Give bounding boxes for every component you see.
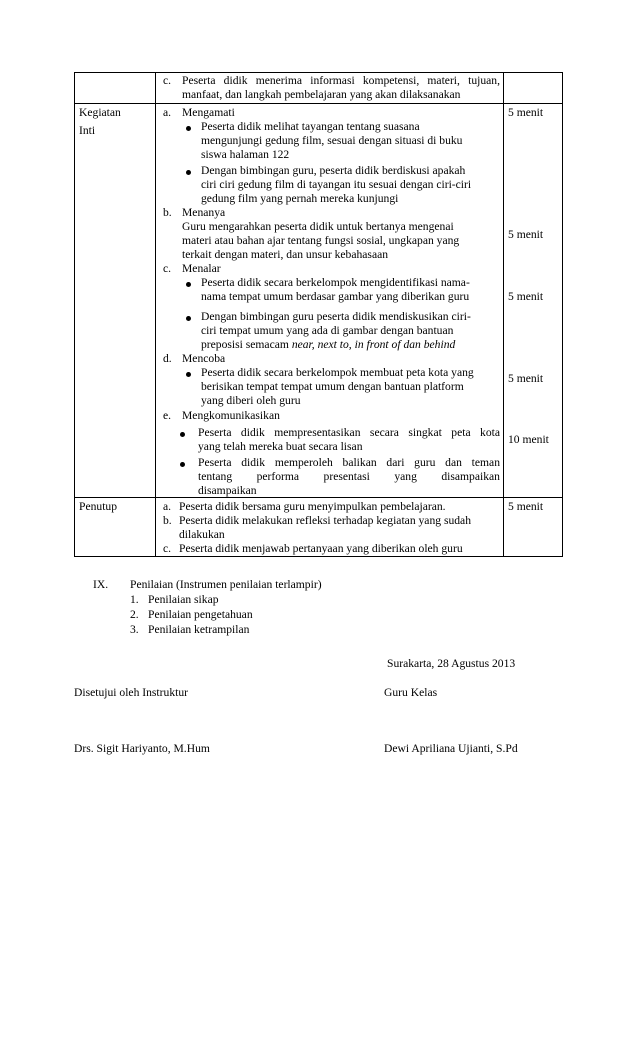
list-item: Penilaian pengetahuan (148, 608, 253, 621)
table-col-divider (503, 72, 504, 557)
duration: 5 menit (508, 372, 544, 385)
phase-label: Inti (79, 124, 96, 137)
bullet-text: berisikan tempat tempat umum dengan bantuan platform (201, 380, 464, 393)
activity-text: Peserta didik menjawab pertanyaan yang diberikan oleh guru (179, 542, 463, 555)
bullet-text: nama tempat umum berdasar gambar yang diberikan guru (201, 290, 470, 303)
list-marker: c. (163, 542, 172, 555)
bullet-icon (186, 316, 191, 321)
bullet-text: Peserta didik secara berkelompok mengidentifikasi nama- (201, 276, 470, 289)
list-marker: a. (163, 500, 172, 513)
word: tentang (198, 470, 233, 483)
bullet-text: Peserta didik melihat tayangan tentang suasana (201, 120, 420, 133)
approver-name: Drs. Sigit Hariyanto, M.Hum (74, 742, 210, 755)
teacher-role: Guru Kelas (384, 686, 438, 699)
word: disampaikan (441, 470, 500, 483)
step-title: Mengamati (182, 106, 235, 119)
list-number: 1. (130, 593, 139, 606)
list-marker: e. (163, 409, 172, 422)
bullet-text: yang telah mereka buat secara lisan (198, 440, 363, 453)
duration: 5 menit (508, 106, 544, 119)
section-number: IX. (93, 578, 109, 591)
bullet-icon (186, 282, 191, 287)
list-item: Penilaian sikap (148, 593, 219, 606)
place-date: Surakarta, 28 Agustus 2013 (387, 657, 516, 670)
preposition-examples: near, next to, in front of dan behind (291, 338, 456, 351)
activity-text: Peserta didik bersama guru menyimpulkan pembelajaran. (179, 500, 446, 513)
teacher-name: Dewi Apriliana Ujianti, S.Pd (384, 742, 518, 755)
bullet-text (201, 338, 455, 352)
bullet-text: Dengan bimbingan guru peserta didik mendiskusikan ciri- (201, 310, 471, 323)
bullet-text: Peserta didik mempresentasikan secara singkat peta kota (198, 426, 500, 439)
table-border-top (74, 72, 563, 73)
word: performa (256, 470, 300, 483)
word: presentasi (323, 470, 370, 483)
activity-text: materi atau bahan ajar tentang fungsi sosial, ungkapan yang (182, 234, 460, 247)
list-marker: c. (163, 74, 172, 87)
approver-role: Disetujui oleh Instruktur (74, 686, 188, 699)
bullet-text: ciri ciri gedung film di tayangan itu sesuai dengan ciri-ciri (201, 178, 472, 191)
table-border-left (74, 72, 75, 557)
bullet-icon (186, 372, 191, 377)
list-marker: a. (163, 106, 172, 119)
table-border-right (562, 72, 563, 557)
activity-text: terkait dengan materi, dan unsur kebahasaan (182, 248, 389, 261)
bullet-icon (186, 126, 191, 131)
bullet-text-justified (198, 470, 500, 484)
section-title: Penilaian (Instrumen penilaian terlampir) (130, 578, 322, 591)
word: yang (394, 470, 417, 483)
bullet-text: gedung film yang pernah mereka kunjungi (201, 192, 399, 205)
list-item: Penilaian ketrampilan (148, 623, 250, 636)
step-title: Mencoba (182, 352, 226, 365)
bullet-text: Dengan bimbingan guru, peserta didik berdiskusi apakah (201, 164, 466, 177)
duration: 5 menit (508, 228, 544, 241)
duration: 5 menit (508, 500, 544, 513)
duration: 10 menit (508, 433, 549, 446)
bullet-icon (180, 432, 185, 437)
duration: 5 menit (508, 290, 544, 303)
bullet-icon (186, 170, 191, 175)
bullet-text: yang diberi oleh guru (201, 394, 301, 407)
list-number: 3. (130, 623, 139, 636)
list-marker: d. (163, 352, 172, 365)
step-title: Menalar (182, 262, 221, 275)
bullet-text: Peserta didik memperoleh balikan dari guru dan teman (198, 456, 500, 469)
table-row-divider (74, 103, 563, 104)
bullet-text: Peserta didik secara berkelompok membuat peta kota yang (201, 366, 474, 379)
list-marker: c. (163, 262, 172, 275)
activity-text: Peserta didik menerima informasi kompetensi, materi, tujuan, (182, 74, 500, 87)
activity-text: Guru mengarahkan peserta didik untuk bertanya mengenai (182, 220, 454, 233)
activity-text: dilakukan (179, 528, 225, 541)
bullet-text: ciri tempat umum yang ada di gambar dengan bantuan (201, 324, 454, 337)
bullet-text: mengunjungi gedung film, sesuai dengan situasi di buku (201, 134, 463, 147)
list-number: 2. (130, 608, 139, 621)
table-row-divider (74, 497, 563, 498)
list-marker: b. (163, 206, 172, 219)
table-col-divider (155, 72, 156, 557)
list-marker: b. (163, 514, 172, 527)
step-title: Menanya (182, 206, 226, 219)
bullet-text-plain: preposisi semacam (201, 338, 289, 351)
activity-text: manfaat, dan langkah pembelajaran yang akan dilaksanakan (182, 88, 461, 101)
step-title: Mengkomunikasikan (182, 409, 280, 422)
phase-label: Penutup (79, 500, 118, 513)
bullet-text: siswa halaman 122 (201, 148, 290, 161)
bullet-text: disampaikan (198, 484, 257, 497)
activity-text: Peserta didik melakukan refleksi terhadap kegiatan yang sudah (179, 514, 471, 527)
phase-label: Kegiatan (79, 106, 121, 119)
bullet-icon (180, 462, 185, 467)
table-border-bottom (74, 556, 563, 557)
